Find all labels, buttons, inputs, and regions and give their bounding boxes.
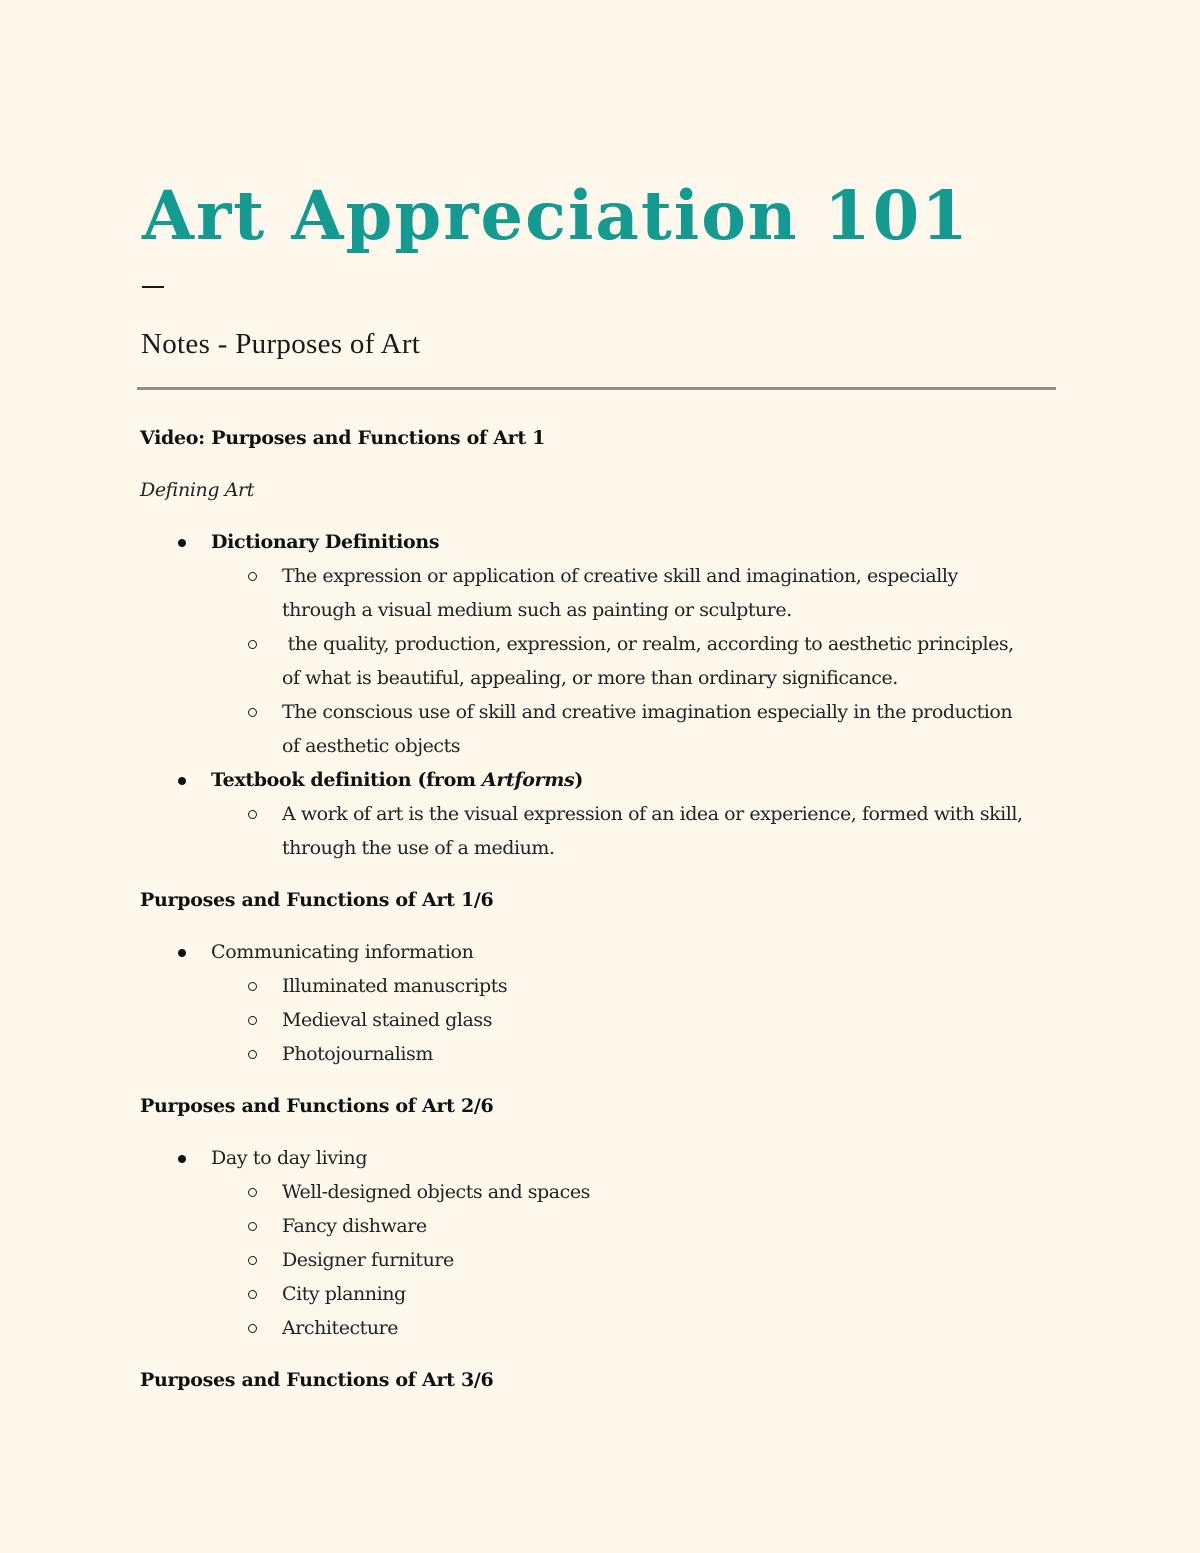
sub-list-item xyxy=(210,1277,1056,1311)
document-page xyxy=(140,0,1056,1553)
document-title: Art Appreciation 101 xyxy=(142,176,970,255)
sub-bullet-list xyxy=(211,797,1056,865)
bullet-list xyxy=(140,1141,1056,1345)
label-suffix: ) xyxy=(574,769,583,791)
sub-list-item-line: through the use of a medium. xyxy=(282,837,555,859)
sub-list-item xyxy=(210,797,1056,865)
bullet-disc-icon xyxy=(178,1155,186,1163)
bullet-circle-icon xyxy=(248,708,257,717)
sub-list-item-line: Designer furniture xyxy=(282,1249,454,1271)
list-item-label: Dictionary Definitions xyxy=(211,531,440,553)
section-heading: Purposes and Functions of Art 1/6 xyxy=(140,889,494,911)
bullet-circle-icon xyxy=(248,1256,257,1265)
bullet-circle-icon xyxy=(248,810,257,819)
sub-list-item-line: Photojournalism xyxy=(282,1043,433,1065)
section-heading: Video: Purposes and Functions of Art 1 xyxy=(140,427,546,449)
section-subheading: Defining Art xyxy=(140,479,254,501)
sub-list-item-line: The expression or application of creative skill and imagination, especially xyxy=(282,565,958,587)
sub-list-item xyxy=(210,1311,1056,1345)
section-purposes-1 xyxy=(140,883,1056,1071)
sub-list-item-line: The conscious use of skill and creative imagination especially in the production xyxy=(282,701,1013,723)
sub-list-item xyxy=(210,1037,1056,1071)
section-heading: Purposes and Functions of Art 2/6 xyxy=(140,1095,494,1117)
bullet-circle-icon xyxy=(248,640,257,649)
title-dash xyxy=(142,286,164,288)
label-italic: Artforms xyxy=(481,769,575,791)
sub-list-item xyxy=(210,1003,1056,1037)
sub-list-item-line: Architecture xyxy=(282,1317,399,1339)
sub-list-item-line: the quality, production, expression, or realm, according to aesthetic principles, xyxy=(282,633,1014,655)
bullet-list xyxy=(140,525,1056,865)
sub-list-item xyxy=(210,559,1056,627)
list-item xyxy=(140,1141,1056,1345)
section-video-purposes xyxy=(140,421,1056,865)
bullet-circle-icon xyxy=(248,1050,257,1059)
bullet-circle-icon xyxy=(248,1222,257,1231)
bullet-disc-icon xyxy=(178,539,186,547)
section-purposes-3 xyxy=(140,1363,1056,1397)
sub-list-item xyxy=(210,1243,1056,1277)
bullet-circle-icon xyxy=(248,1188,257,1197)
sub-list-item-line: of aesthetic objects xyxy=(282,735,461,757)
sub-bullet-list xyxy=(211,1175,1056,1345)
sub-list-item xyxy=(210,969,1056,1003)
label-prefix: Textbook definition (from xyxy=(211,769,482,791)
list-item-label xyxy=(211,769,583,791)
bullet-list xyxy=(140,935,1056,1071)
list-item-label: Communicating information xyxy=(211,941,474,963)
sub-list-item-line: Well-designed objects and spaces xyxy=(282,1181,590,1203)
document-subtitle: Notes - Purposes of Art xyxy=(141,328,421,360)
sub-bullet-list xyxy=(211,969,1056,1071)
sub-list-item-line: of what is beautiful, appealing, or more than ordinary significance. xyxy=(282,667,898,689)
sub-list-item-line: Medieval stained glass xyxy=(282,1009,493,1031)
document-body xyxy=(140,421,1056,1397)
sub-list-item-line: A work of art is the visual expression of an idea or experience, formed with skill, xyxy=(282,803,1023,825)
section-heading: Purposes and Functions of Art 3/6 xyxy=(140,1369,494,1391)
list-item-label: Day to day living xyxy=(211,1147,368,1169)
bullet-circle-icon xyxy=(248,1016,257,1025)
bullet-circle-icon xyxy=(248,572,257,581)
sub-list-item xyxy=(210,1209,1056,1243)
bullet-disc-icon xyxy=(178,777,186,785)
bullet-circle-icon xyxy=(248,982,257,991)
sub-list-item xyxy=(210,1175,1056,1209)
sub-list-item-line: City planning xyxy=(282,1283,406,1305)
bullet-circle-icon xyxy=(248,1290,257,1299)
sub-list-item-line: Illuminated manuscripts xyxy=(282,975,508,997)
sub-list-item-line: through a visual medium such as painting or sculpture. xyxy=(282,599,792,621)
bullet-disc-icon xyxy=(178,949,186,957)
list-item xyxy=(140,525,1056,763)
section-purposes-2 xyxy=(140,1089,1056,1345)
sub-list-item xyxy=(210,695,1056,763)
list-item xyxy=(140,763,1056,865)
sub-bullet-list xyxy=(211,559,1056,763)
sub-list-item xyxy=(210,627,1056,695)
bullet-circle-icon xyxy=(248,1324,257,1333)
sub-list-item-line: Fancy dishware xyxy=(282,1215,427,1237)
list-item xyxy=(140,935,1056,1071)
horizontal-rule xyxy=(137,387,1056,390)
